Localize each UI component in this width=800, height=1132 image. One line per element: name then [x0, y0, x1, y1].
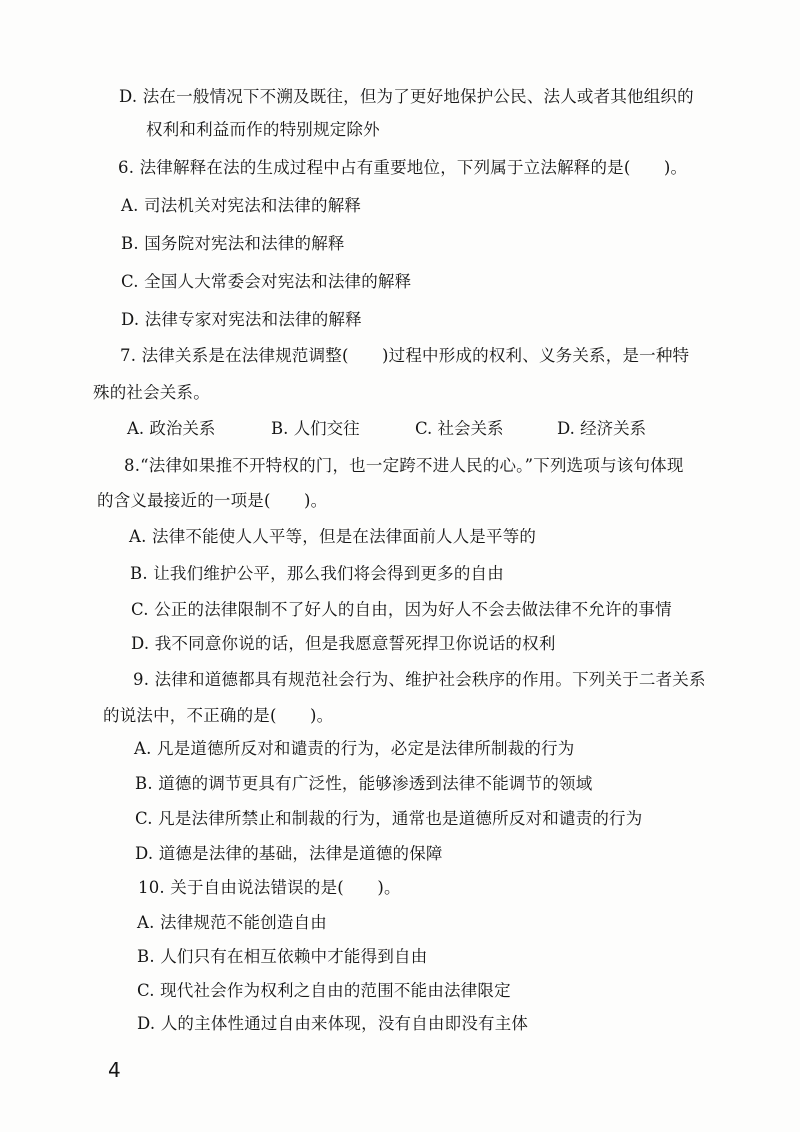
q8-option-c: C. 公正的法律限制不了好人的自由，因为好人不会去做法律不允许的事情 [131, 600, 672, 619]
q7-option-d: D. 经济关系 [557, 419, 647, 438]
q9-option-b: B. 道德的调节更具有广泛性，能够渗透到法律不能调节的领域 [135, 774, 593, 793]
q7-option-c: C. 社会关系 [415, 419, 504, 438]
q8-stem-line2: 的含义最接近的一项是( )。 [97, 491, 328, 510]
q9-option-a: A. 凡是道德所反对和谴责的行为，必定是法律所制裁的行为 [134, 739, 575, 758]
q7-option-a: A. 政治关系 [127, 419, 216, 438]
q10-option-c: C. 现代社会作为权利之自由的范围不能由法律限定 [137, 981, 511, 1000]
q6-option-b: B. 国务院对宪法和法律的解释 [121, 234, 345, 253]
q5-option-d: D. 法在一般情况下不溯及既往，但为了更好地保护公民、法人或者其他组织的 [119, 87, 694, 106]
q8-stem-line1: 8.“法律如果推不开特权的门，也一定跨不进人民的心。”下列选项与该句体现 [124, 456, 684, 475]
q9-stem-line1: 9. 法律和道德都具有规范社会行为、维护社会秩序的作用。下列关于二者关系 [133, 670, 706, 689]
q9-stem-line2: 的说法中，不正确的是( )。 [103, 706, 334, 725]
q9-option-c: C. 凡是法律所禁止和制裁的行为，通常也是道德所反对和谴责的行为 [135, 809, 643, 828]
q10-stem: 10. 关于自由说法错误的是( )。 [138, 878, 401, 897]
q10-option-a: A. 法律规范不能创造自由 [137, 913, 328, 932]
q7-options-row [127, 418, 747, 440]
q10-option-b: B. 人们只有在相互依赖中才能得到自由 [137, 947, 428, 966]
q9-option-d: D. 道德是法律的基础，法律是道德的保障 [135, 844, 443, 863]
q8-option-a: A. 法律不能使人人平等，但是在法律面前人人是平等的 [129, 527, 537, 546]
q10-option-d: D. 人的主体性通过自由来体现，没有自由即没有主体 [137, 1014, 529, 1033]
q6-option-d: D. 法律专家对宪法和法律的解释 [121, 310, 362, 329]
q5-option-d-continued: 权利和利益而作的特别规定除外 [146, 120, 380, 139]
q6-option-c: C. 全国人大常委会对宪法和法律的解释 [121, 272, 412, 291]
q8-option-b: B. 让我们维护公平，那么我们将会得到更多的自由 [130, 564, 504, 583]
q8-option-d: D. 我不同意你说的话，但是我愿意誓死捍卫你说话的权利 [131, 634, 556, 653]
page-number: 4 [108, 1058, 121, 1082]
q7-stem-line2: 殊的社会关系。 [93, 383, 210, 402]
q6-option-a: A. 司法机关对宪法和法律的解释 [121, 196, 362, 215]
q7-option-b: B. 人们交往 [271, 419, 360, 438]
q7-stem-line1: 7. 法律关系是在法律规范调整( )过程中形成的权利、义务关系，是一种特 [120, 346, 690, 365]
q6-stem: 6. 法律解释在法的生成过程中占有重要地位，下列属于立法解释的是( )。 [118, 158, 688, 177]
